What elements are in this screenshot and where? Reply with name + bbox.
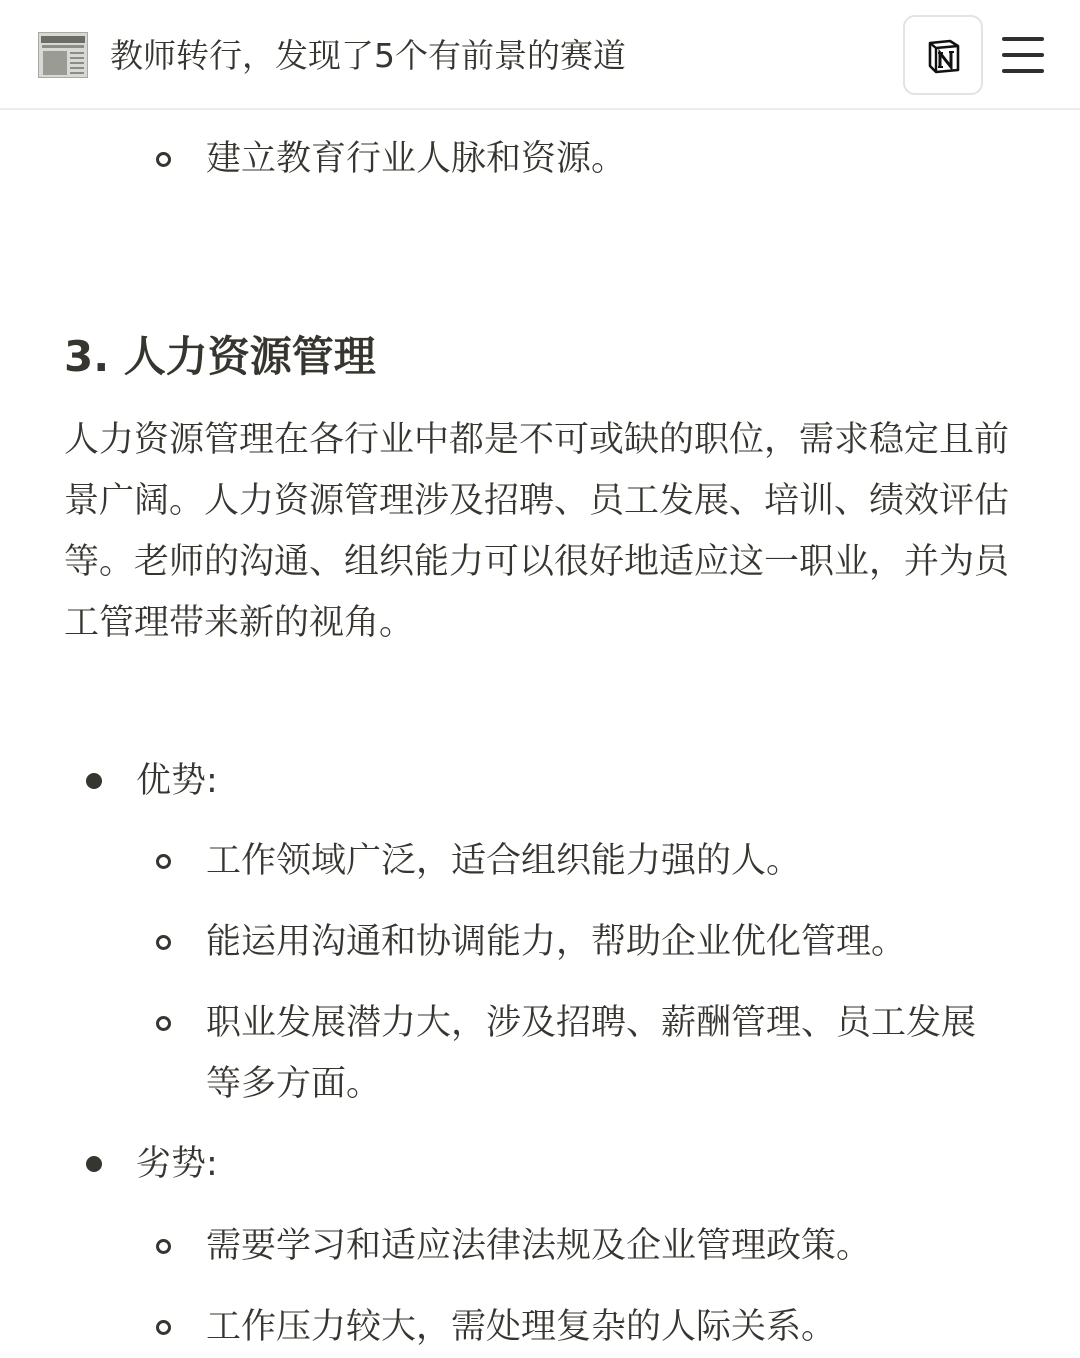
- list-item: 能运用沟通和协调能力，帮助企业优化管理。: [206, 922, 907, 962]
- pros-label: 优势:: [136, 761, 218, 801]
- list-item: 工作压力较大，需处理复杂的人际关系。: [206, 1307, 837, 1347]
- hamburger-menu-icon[interactable]: [1000, 36, 1046, 74]
- solid-bullet-icon: [86, 1156, 102, 1172]
- newspaper-icon[interactable]: [38, 32, 88, 78]
- top-bar: [0, 0, 1080, 110]
- hollow-bullet-icon: [156, 935, 171, 950]
- solid-bullet-icon: [86, 773, 102, 789]
- list-item: 工作领域广泛，适合组织能力强的人。: [206, 841, 802, 881]
- list-item: 需要学习和适应法律法规及企业管理政策。: [206, 1226, 872, 1266]
- hollow-bullet-icon: [156, 1320, 171, 1335]
- hollow-bullet-icon: [156, 1016, 171, 1031]
- notion-button[interactable]: [903, 15, 983, 95]
- list-item: 建立教育行业人脉和资源。: [206, 139, 627, 179]
- notion-logo-icon: [926, 38, 962, 74]
- page-title: 教师转行，发现了5个有前景的赛道: [110, 36, 626, 75]
- hollow-bullet-icon: [156, 1239, 171, 1254]
- list-item: 职业发展潜力大，涉及招聘、薪酬管理、员工发展等多方面。: [206, 1003, 977, 1104]
- hollow-bullet-icon: [156, 854, 171, 869]
- hollow-bullet-icon: [156, 152, 171, 167]
- cons-label: 劣势:: [136, 1144, 218, 1184]
- section-paragraph: 人力资源管理在各行业中都是不可或缺的职位，需求稳定且前景广阔。人力资源管理涉及招聘、员工发展、培训、绩效评估等。老师的沟通、组织能力可以很好地适应这一职业，并为员工管理带来新的视角。: [64, 420, 1010, 643]
- section-heading: 3. 人力资源管理: [64, 332, 376, 381]
